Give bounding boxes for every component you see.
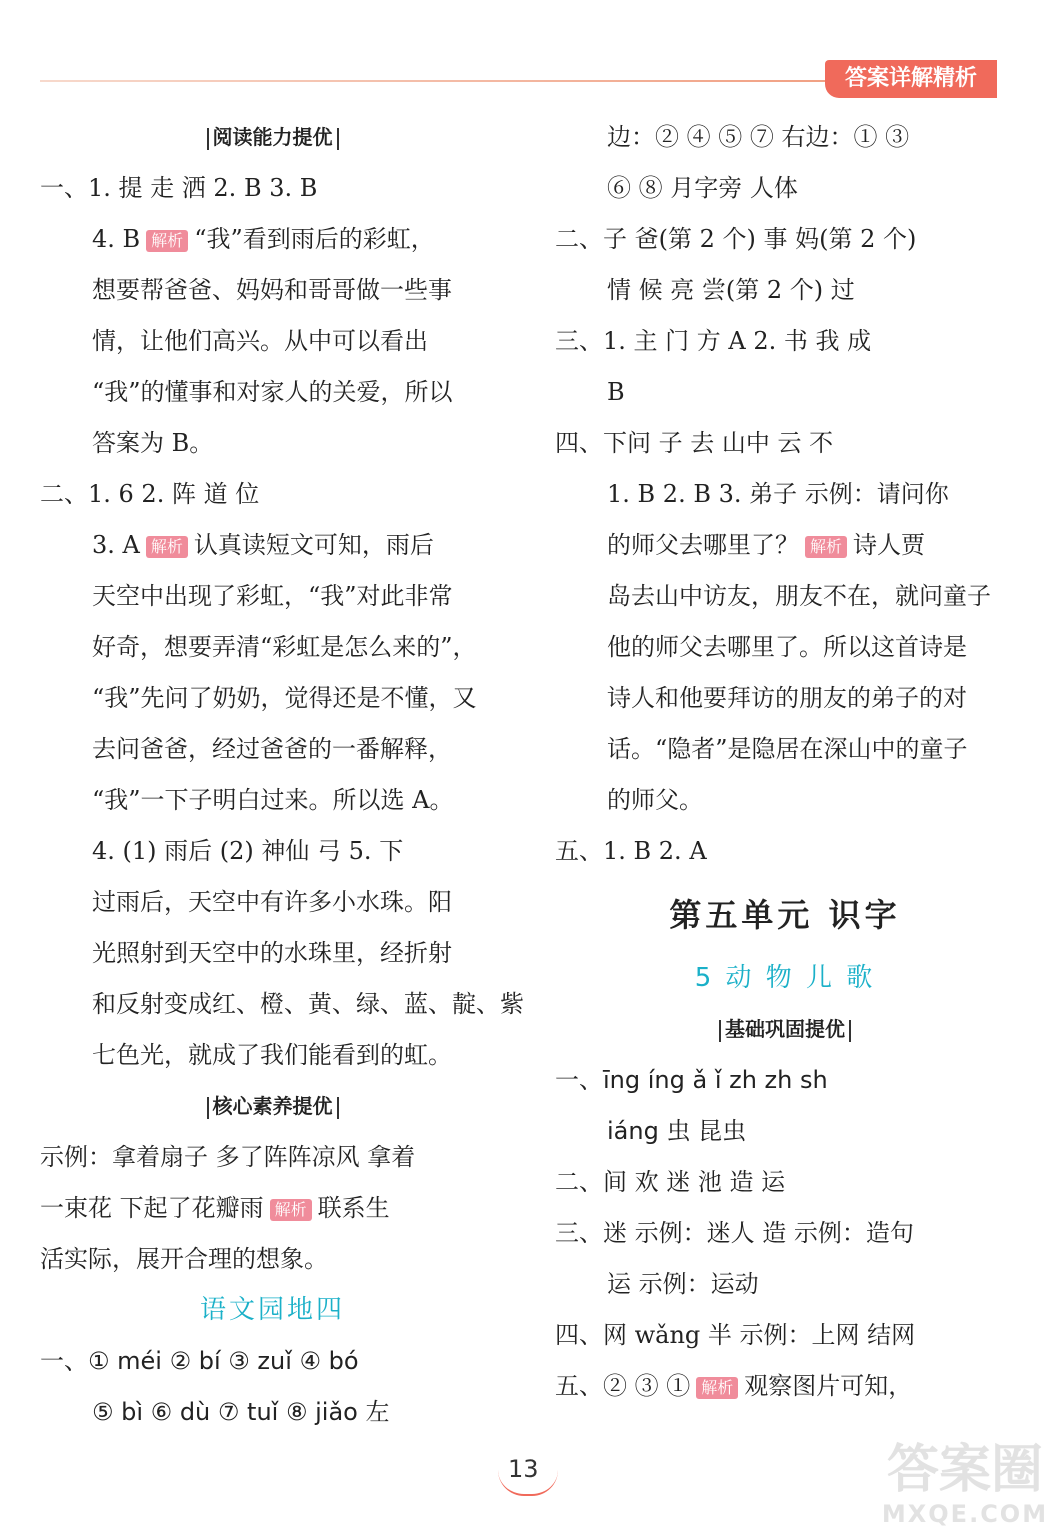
- answer-line: 光照射到天空中的水珠里，经折射: [92, 939, 452, 967]
- answer-line: 情，让他们高兴。从中可以看出: [92, 327, 428, 355]
- answer-line: “我”先问了奶奶，觉得还是不懂，又: [92, 684, 477, 712]
- answer-text: 的师父去哪里了？: [607, 531, 799, 559]
- answer-line: 五、1. B 2. A: [555, 837, 707, 865]
- answer-line: [40, 214, 505, 265]
- answer-line: 想要帮爸爸、妈妈和哥哥做一些事: [92, 276, 452, 304]
- lesson-title: 5 动 物 儿 歌: [694, 963, 876, 993]
- answer-line: 运 示例：运动: [607, 1270, 759, 1298]
- answer-line: [555, 1361, 1015, 1412]
- answer-text: “我”看到雨后的彩虹，: [194, 225, 435, 253]
- answer-line: “我”一下子明白过来。所以选 A。: [92, 786, 454, 814]
- watermark-url: MXQE.COM: [881, 1500, 1049, 1528]
- watermark-logo: [880, 1440, 1050, 1530]
- watermark-text: 答案圈: [886, 1440, 1043, 1500]
- answer-line: 话。“隐者”是隐居在深山中的童子: [607, 735, 968, 763]
- answer-text: 五、② ③ ①: [555, 1372, 691, 1400]
- answer-line: 过雨后，天空中有许多小水珠。阳: [92, 888, 452, 916]
- answer-text: 3. A: [92, 531, 140, 559]
- lesson-title: 语文园地四: [199, 1295, 345, 1325]
- unit-title: 第五单元 识字: [669, 896, 901, 934]
- answer-line: 一、īng íng ǎ ǐ zh zh sh: [555, 1066, 828, 1094]
- answer-line: iáng 虫 昆虫: [607, 1117, 747, 1145]
- answer-line: 一、1. 提 走 洒 2. B 3. B: [40, 174, 318, 202]
- answer-line: 三、迷 示例：迷人 造 示例：造句: [555, 1219, 914, 1247]
- answer-line: 一、① méi ② bí ③ zuǐ ④ bó: [40, 1347, 359, 1375]
- answer-text: 观察图片可知，: [744, 1372, 913, 1400]
- answer-line: 答案为 B。: [92, 429, 214, 457]
- answer-line: ⑥ ⑧ 月字旁 人体: [607, 174, 798, 202]
- answer-line: 活实际，展开合理的想象。: [40, 1245, 328, 1273]
- section-heading: [555, 1004, 1015, 1055]
- answer-line: 诗人和他要拜访的朋友的弟子的对: [607, 684, 967, 712]
- answer-line: [40, 520, 505, 571]
- answer-line: 4. (1) 雨后 (2) 神仙 弓 5. 下: [92, 837, 404, 865]
- answer-line: 二、间 欢 迷 池 造 运: [555, 1168, 786, 1196]
- answer-line: “我”的懂事和对家人的关爱，所以: [92, 378, 453, 406]
- answer-line: 三、1. 主 门 方 A 2. 书 我 成: [555, 327, 872, 355]
- answer-line: 四、网 wǎng 半 示例：上网 结网: [555, 1321, 916, 1349]
- answer-line: [555, 520, 1015, 571]
- page-number: 13: [508, 1455, 539, 1483]
- answer-text: 诗人贾: [853, 531, 926, 559]
- analysis-tag: 解析: [270, 1199, 312, 1221]
- analysis-tag: 解析: [146, 230, 188, 252]
- section-heading: [40, 112, 505, 163]
- answer-line: 二、子 爸(第 2 个) 事 妈(第 2 个): [555, 225, 917, 253]
- answer-line: 情 候 亮 尝(第 2 个) 过: [607, 276, 855, 304]
- answer-text: 一束花 下起了花瓣雨: [40, 1194, 264, 1222]
- answer-line: 1. B 2. B 3. 弟子 示例：请问你: [607, 480, 949, 508]
- section-heading-text: 基础巩固提优: [725, 1017, 845, 1041]
- analysis-tag: 解析: [805, 536, 847, 558]
- analysis-tag: 解析: [146, 536, 188, 558]
- answer-text: 联系生: [317, 1194, 390, 1222]
- analysis-tag: 解析: [696, 1377, 738, 1399]
- answer-badge: 答案详解精析: [825, 60, 997, 98]
- answer-line: B: [607, 378, 625, 406]
- right-column: [555, 112, 1015, 1412]
- answer-text: 认真读短文可知，雨后: [193, 531, 434, 559]
- answer-line: [40, 1183, 505, 1234]
- answer-line: 的师父。: [607, 786, 703, 814]
- answer-line: 天空中出现了彩虹，“我”对此非常: [92, 582, 453, 610]
- answer-text: 4. B: [92, 225, 141, 253]
- section-heading-text: 阅读能力提优: [212, 125, 333, 149]
- answer-line: 他的师父去哪里了。所以这首诗是: [607, 633, 967, 661]
- header-rule: [40, 80, 830, 82]
- answer-line: 四、下问 子 去 山中 云 不: [555, 429, 834, 457]
- answer-line: 好奇，想要弄清“彩虹是怎么来的”，: [92, 633, 477, 661]
- section-heading-text: 核心素养提优: [212, 1094, 333, 1118]
- answer-line: 岛去山中访友，朋友不在，就问童子: [607, 582, 991, 610]
- answer-line: 示例：拿着扇子 多了阵阵凉风 拿着: [40, 1143, 416, 1171]
- answer-line: 七色光，就成了我们能看到的虹。: [92, 1041, 452, 1069]
- answer-line: ⑤ bì ⑥ dù ⑦ tuǐ ⑧ jiǎo 左: [92, 1398, 390, 1426]
- section-heading: [40, 1081, 505, 1132]
- left-column: [40, 112, 524, 1438]
- answer-line: 去问爸爸，经过爸爸的一番解释，: [92, 735, 452, 763]
- answer-line: 和反射变成红、橙、黄、绿、蓝、靛、紫: [92, 990, 524, 1018]
- answer-line: 二、1. 6 2. 阵 道 位: [40, 480, 260, 508]
- answer-line: 边：② ④ ⑤ ⑦ 右边：① ③: [607, 123, 910, 151]
